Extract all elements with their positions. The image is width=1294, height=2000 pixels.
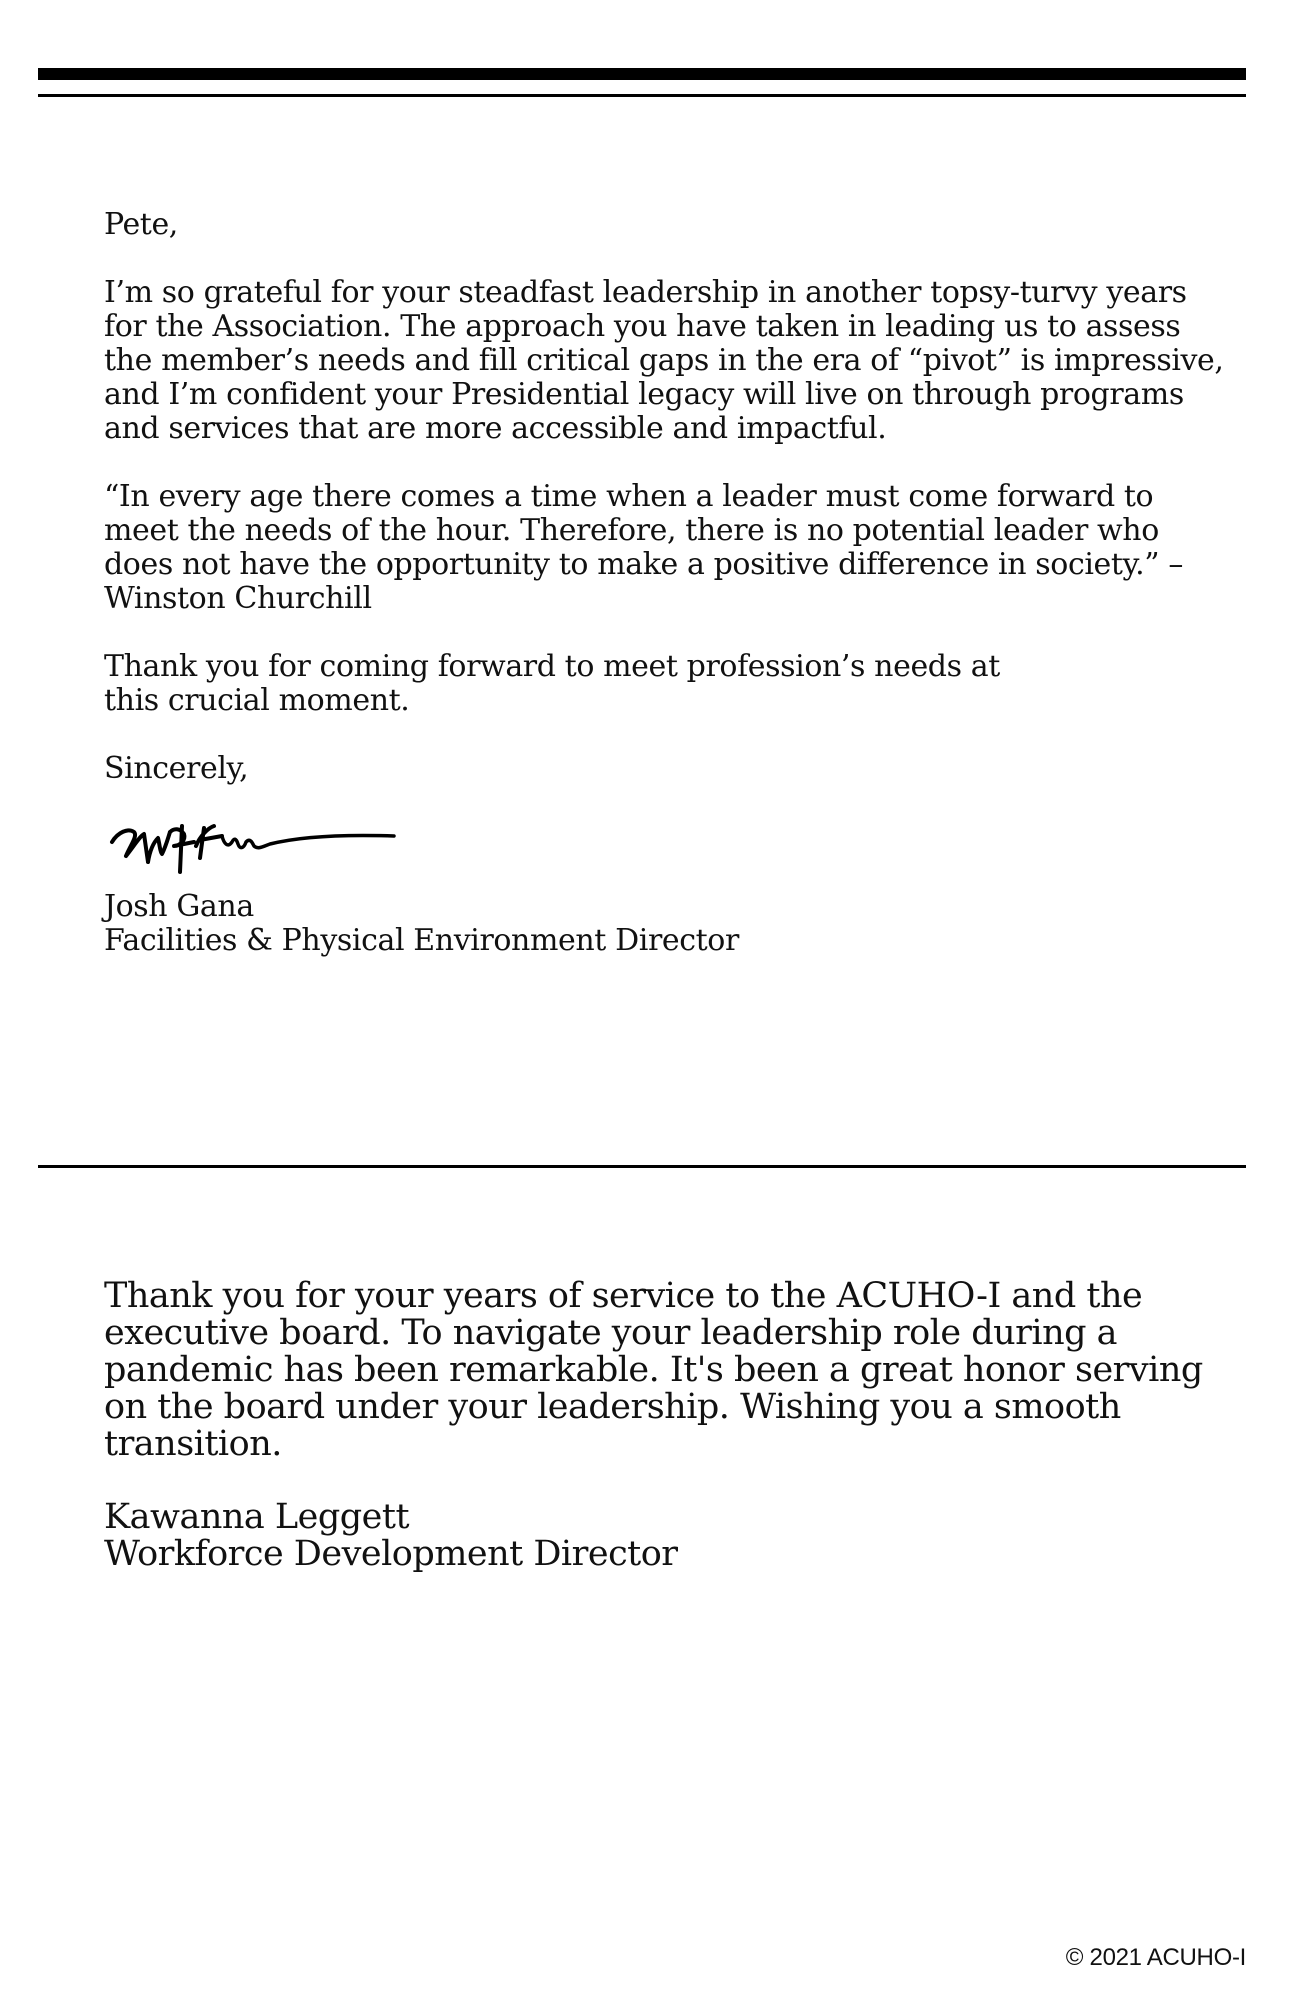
letter-section (104, 208, 1224, 958)
letter-signer-title: Facilities & Physical Environment Director (104, 923, 739, 958)
letter-paragraph-1: I’m so grateful for your steadfast leadership in another topsy-turvy years for the Association. The approach you have taken in leading us to assess the member’s needs and fill critical gaps in the era of “pivot” is impressive, and I’m confident your Presidential legacy will live on through programs and services that are more accessible and impactful. (104, 275, 1224, 446)
note-body: Thank you for your years of service to the ACUHO-I and the executive board. To navigate your leadership role during a pandemic has been remarkable. It's been a great honor serving on the board under your leadership. Wishing you a smooth transition. (104, 1276, 1203, 1464)
note-signer-title: Workforce Development Director (104, 1534, 678, 1574)
top-thick-rule (38, 68, 1246, 80)
copyright-footer: © 2021 ACUHO-I (1065, 1944, 1246, 1971)
letter-quote: “In every age there comes a time when a leader must come forward to meet the needs of the hour. Therefore, there is no potential leader who does not have the opportunity to make a positive difference in society.” – Winston Churchill (104, 479, 1183, 616)
section-divider-rule (38, 1165, 1246, 1168)
letter-paragraph-3: Thank you for coming forward to meet profession’s needs at this crucial moment. (104, 649, 1000, 718)
letter-signer-name: Josh Gana (104, 889, 254, 924)
letter-closing: Sincerely, (104, 751, 249, 786)
handwritten-signature (104, 806, 404, 884)
note-section (104, 1278, 1234, 1573)
top-thin-rule (38, 94, 1246, 97)
letter-salutation: Pete, (104, 207, 178, 242)
note-signer-name: Kawanna Leggett (104, 1497, 410, 1537)
